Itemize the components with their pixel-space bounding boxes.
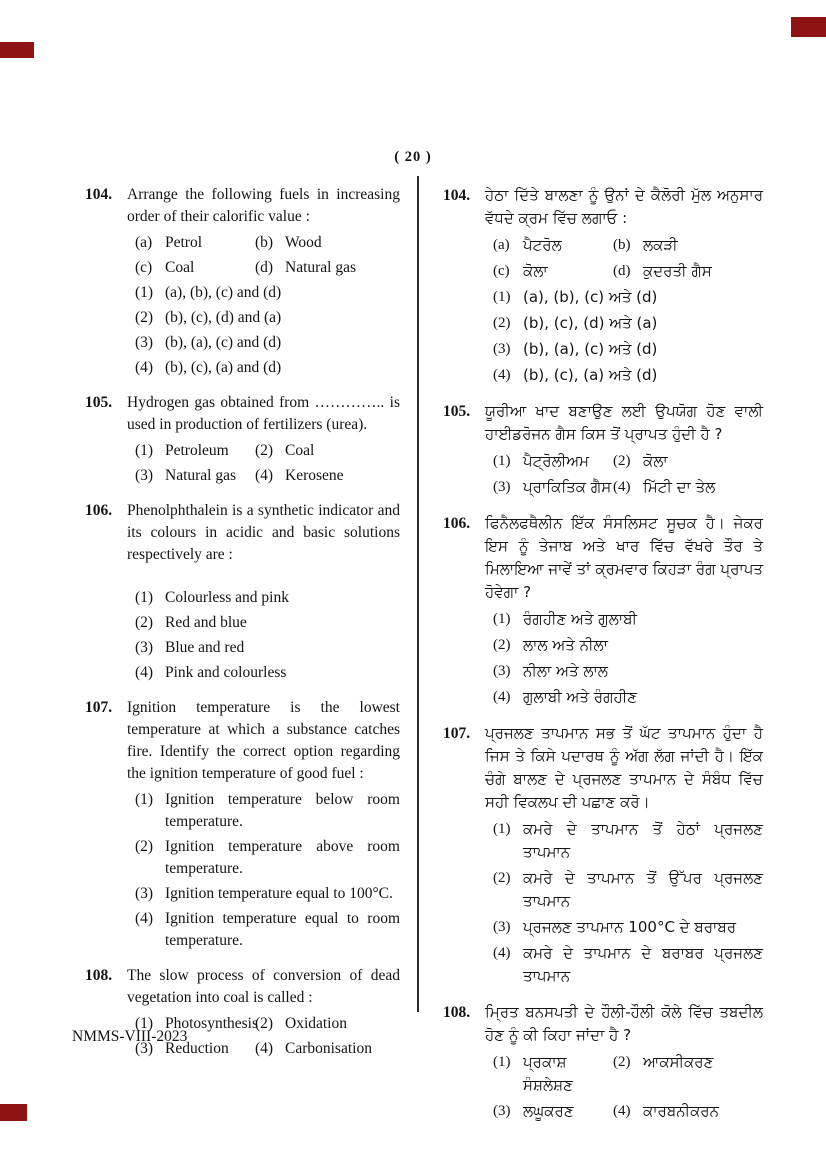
corner-mark-top-right [791, 17, 826, 37]
option-2 [135, 612, 247, 634]
option-1 [493, 450, 613, 473]
option-marker: (3) [135, 334, 154, 351]
option-row [135, 232, 400, 254]
option-text: ਕਮਰੇ ਦੇ ਤਾਪਮਾਨ ਤੋਂ ਉੱਪਰ ਪ੍ਰਜਲਣ ਤਾਪਮਾਨ [523, 869, 763, 910]
option-1 [135, 789, 400, 833]
option-row [135, 257, 400, 279]
option-text: (b), (a), (c) ਅਤੇ (d) [523, 340, 658, 358]
option-text: (b), (c), (d) and (a) [165, 309, 282, 326]
option-text: ਕਮਰੇ ਦੇ ਤਾਪਮਾਨ ਤੋਂ ਹੇਠਾਂ ਪ੍ਰਜਲਣ ਤਾਪਮਾਨ [523, 820, 763, 861]
option-3 [135, 883, 393, 905]
question-pa-104 [443, 184, 763, 387]
option-1 [493, 286, 657, 309]
option-text: Ignition temperature below room temperature. [165, 791, 400, 830]
question-text: ਪ੍ਰਜਲਣ ਤਾਪਮਾਨ ਸਭ ਤੋਂ ਘੱਟ ਤਾਪਮਾਨ ਹੁੰਦਾ ਹੈ ਜਿਸ ਤੇ ਕਿਸੇ ਪਦਾਰਥ ਨੂੰ ਅੱਗ ਲੱਗ ਜਾਂਦੀ ਹੈ। ਇੱਕ ਚੰਗੇ ਬਾਲਣ ਦੇ ਪ੍ਰਜਲਣ ਤਾਪਮਾਨ ਦੇ ਸੰਬੰਧ ਵਿੱਚ ਸਹੀ ਵਿਕਲਪ ਦੀ ਪਛਾਣ ਕਰੋ। [485, 724, 763, 811]
option-marker: (4) [493, 689, 511, 705]
option-marker: (4) [135, 910, 154, 927]
question-number: 105. [85, 394, 113, 411]
option-row [135, 612, 400, 634]
option-text: Petroleum [165, 442, 229, 459]
option-text: Natural gas [165, 467, 237, 484]
option-row [493, 450, 763, 473]
option-row [493, 234, 763, 257]
option-text: ਪ੍ਰਜਲਣ ਤਾਪਮਾਨ 100°C ਦੇ ਬਰਾਬਰ [523, 918, 736, 936]
question-text: ਹੇਠਾ ਦਿੱਤੇ ਬਾਲਣਾ ਨੂੰ ਉਨਾਂ ਦੇ ਕੈਲੋਰੀ ਮੁੱਲ ਅਨੁਸਾਰ ਵੱਧਦੇ ਕ੍ਰਮ ਵਿੱਚ ਲਗਾਓ : [485, 186, 763, 227]
option-marker: (4) [493, 945, 511, 961]
option-text: Petrol [165, 234, 203, 251]
option-1 [493, 1051, 613, 1097]
option-marker: (4) [255, 467, 274, 484]
option-marker: (2) [255, 442, 274, 459]
option-2 [493, 634, 608, 657]
option-text: ਰੰਗਹੀਣ ਅਤੇ ਗੁਲਾਬੀ [523, 610, 638, 628]
option-marker: (d) [613, 263, 631, 279]
option-marker: (4) [255, 1040, 274, 1057]
question-text: Hydrogen gas obtained from ………….. is used in production of fertilizers (urea). [127, 394, 400, 433]
option-text: Oxidation [285, 1015, 347, 1032]
option-2 [493, 312, 657, 335]
option-row [135, 332, 400, 354]
option-text: Blue and red [165, 639, 245, 656]
option-row [493, 286, 763, 309]
option-2 [613, 1051, 713, 1097]
option-row [493, 660, 763, 683]
option-marker: (3) [493, 663, 511, 679]
option-4 [135, 662, 286, 684]
option-4 [493, 364, 657, 387]
option-marker: (4) [613, 479, 631, 495]
question-text: ਯੂਰੀਆ ਖਾਦ ਬਣਾਉਣ ਲਈ ਉਪਯੋਗ ਹੋਣ ਵਾਲੀ ਹਾਈਡਰੋਜਨ ਗੈਸ ਕਿਸ ਤੋਂ ਪ੍ਰਾਪਤ ਹੁੰਦੀ ਹੈ ? [485, 402, 763, 443]
option-3 [493, 660, 608, 683]
option-text: ਕੋਲਾ [523, 262, 548, 280]
option-row [135, 440, 400, 462]
option-row [493, 634, 763, 657]
option-marker: (1) [493, 1054, 511, 1070]
option-row [135, 908, 400, 952]
option-4 [135, 357, 281, 379]
option-marker: (2) [613, 1054, 631, 1070]
question-number: 104. [443, 187, 471, 204]
option-1 [135, 440, 255, 462]
option-row [135, 465, 400, 487]
option-text: ਨੀਲਾ ਅਤੇ ਲਾਲ [523, 662, 608, 680]
question-pa-105 [443, 400, 763, 499]
option-row [135, 883, 400, 905]
option-row [493, 608, 763, 631]
option-1 [493, 818, 763, 864]
option-text: ਪੈਟਰੋਲ [523, 236, 562, 254]
question-number: 104. [85, 186, 113, 203]
option-marker: (4) [135, 664, 154, 681]
option-d [255, 257, 356, 279]
option-text: Wood [285, 234, 322, 251]
option-marker: (4) [613, 1103, 631, 1119]
question-en-106 [85, 500, 400, 684]
option-marker: (c) [135, 259, 153, 276]
option-marker: (a) [493, 237, 510, 253]
option-text: (b), (c), (d) ਅਤੇ (a) [523, 314, 658, 332]
option-marker: (2) [135, 309, 154, 326]
option-4 [135, 908, 400, 952]
option-row [493, 312, 763, 335]
option-2 [135, 307, 281, 329]
option-row [493, 476, 763, 499]
option-text: (a), (b), (c) and (d) [165, 284, 282, 301]
option-marker: (2) [493, 315, 511, 331]
option-marker: (3) [493, 919, 511, 935]
option-marker: (b) [255, 234, 274, 251]
option-row [135, 357, 400, 379]
option-text: ਪ੍ਰਾਕਿਤਿਕ ਗੈਸ [523, 478, 612, 496]
option-4 [493, 686, 637, 709]
option-marker: (4) [135, 359, 154, 376]
option-2 [255, 440, 314, 462]
question-number: 106. [443, 515, 471, 532]
option-marker: (3) [493, 1103, 511, 1119]
option-text: ਕੋਲਾ [643, 452, 668, 470]
option-marker: (b) [613, 237, 631, 253]
option-marker: (4) [493, 367, 511, 383]
option-marker: (c) [493, 263, 510, 279]
option-3 [135, 637, 244, 659]
option-text: Photosynthesis [165, 1015, 259, 1032]
option-marker: (a) [135, 234, 153, 251]
option-row [493, 916, 763, 939]
option-text: ਲਾਲ ਅਤੇ ਨੀਲਾ [523, 636, 608, 654]
option-text: ਪ੍ਰਕਾਸ਼ ਸੰਸ਼ਲੇਸ਼ਣ [523, 1053, 573, 1094]
question-en-104 [85, 184, 400, 379]
option-1 [135, 282, 281, 304]
option-row [135, 282, 400, 304]
question-number: 107. [85, 699, 113, 716]
option-text: ਕਮਰੇ ਦੇ ਤਾਪਮਾਨ ਦੇ ਬਰਾਬਰ ਪ੍ਰਜਲਣ ਤਾਪਮਾਨ [523, 944, 763, 985]
option-d [613, 260, 712, 283]
option-3 [493, 338, 657, 361]
option-row [135, 307, 400, 329]
option-marker: (1) [493, 821, 511, 837]
option-c [135, 257, 255, 279]
option-1 [493, 608, 637, 631]
option-text: ਆਕਸੀਕਰਣ [643, 1053, 714, 1071]
option-row [493, 1100, 763, 1123]
question-text: Arrange the following fuels in increasing order of their calorific value : [127, 186, 400, 225]
option-text: Ignition temperature equal to 100°C. [165, 885, 393, 902]
option-marker: (1) [493, 289, 511, 305]
option-3 [135, 465, 255, 487]
option-text: (b), (a), (c) and (d) [165, 334, 282, 351]
page-number: ( 20 ) [394, 149, 432, 165]
question-pa-106 [443, 512, 763, 709]
question-number: 107. [443, 725, 471, 742]
option-marker: (2) [255, 1015, 274, 1032]
option-marker: (3) [135, 1040, 154, 1057]
option-4 [613, 1100, 719, 1123]
option-text: Carbonisation [285, 1040, 372, 1057]
question-pa-107 [443, 722, 763, 988]
option-a [135, 232, 255, 254]
option-text: Natural gas [285, 259, 357, 276]
option-row [493, 364, 763, 387]
option-marker: (1) [135, 442, 154, 459]
question-text: The slow process of conversion of dead vegetation into coal is called : [127, 967, 400, 1006]
option-row [135, 662, 400, 684]
option-row [493, 686, 763, 709]
english-column [85, 184, 400, 1136]
option-row [135, 789, 400, 833]
option-marker: (1) [493, 611, 511, 627]
option-row [135, 836, 400, 880]
option-marker: (3) [135, 639, 154, 656]
option-2 [613, 450, 668, 473]
option-marker: (2) [135, 838, 154, 855]
footer-exam-code: NMMS-VIII-2023 [72, 1028, 188, 1045]
option-marker: (1) [135, 284, 154, 301]
corner-mark-top-left [0, 42, 34, 58]
option-marker: (3) [493, 479, 511, 495]
two-column-layout [85, 184, 763, 1136]
option-text: Red and blue [165, 614, 247, 631]
option-text: Kerosene [285, 467, 344, 484]
option-3 [493, 1100, 613, 1123]
option-text: Colourless and pink [165, 589, 289, 606]
option-2 [255, 1013, 347, 1035]
option-marker: (2) [613, 453, 631, 469]
option-2 [493, 867, 763, 913]
question-number: 108. [85, 967, 113, 984]
option-row [493, 867, 763, 913]
option-text: Coal [285, 442, 315, 459]
option-text: ਕਾਰਬਨੀਕਰਨ [643, 1102, 719, 1120]
option-4 [493, 942, 763, 988]
question-text: Phenolphthalein is a synthetic indicator and its colours in acidic and basic solutions respectively are : [127, 502, 400, 563]
option-b [255, 232, 322, 254]
option-marker: (1) [135, 791, 154, 808]
option-marker: (3) [493, 341, 511, 357]
option-row [493, 260, 763, 283]
question-number: 106. [85, 502, 113, 519]
option-marker: (3) [135, 467, 154, 484]
option-text: (a), (b), (c) ਅਤੇ (d) [523, 288, 658, 306]
option-text: ਕੁਦਰਤੀ ਗੈਸ [643, 262, 712, 280]
option-text: ਲਕੜੀ [643, 236, 678, 254]
option-2 [135, 836, 400, 880]
option-c [493, 260, 613, 283]
corner-mark-bottom-left [0, 1104, 27, 1121]
question-text: ਮ੍ਰਿਤ ਬਨਸਪਤੀ ਦੇ ਹੌਲੀ-ਹੌਲੀ ਕੋਲੇ ਵਿੱਚ ਤਬਦੀਲ ਹੋਣ ਨੂੰ ਕੀ ਕਿਹਾ ਜਾਂਦਾ ਹੈ ? [485, 1003, 763, 1044]
option-3 [493, 916, 736, 939]
option-marker: (d) [255, 259, 274, 276]
option-row [493, 818, 763, 864]
question-number: 105. [443, 403, 471, 420]
option-text: ਲਘੂਕਰਣ [523, 1102, 574, 1120]
option-4 [255, 465, 344, 487]
option-4 [255, 1038, 372, 1060]
option-3 [135, 332, 281, 354]
option-a [493, 234, 613, 257]
option-row [135, 637, 400, 659]
option-text: ਗੁਲਾਬੀ ਅਤੇ ਰੰਗਹੀਣ [523, 688, 638, 706]
option-text: Pink and colourless [165, 664, 287, 681]
option-marker: (1) [135, 589, 154, 606]
question-en-105 [85, 392, 400, 487]
option-marker: (2) [493, 870, 511, 886]
option-4 [613, 476, 715, 499]
option-marker: (1) [135, 1015, 154, 1032]
punjabi-column [443, 184, 763, 1136]
option-marker: (2) [493, 637, 511, 653]
option-1 [135, 587, 289, 609]
option-text: (b), (c), (a) ਅਤੇ (d) [523, 366, 658, 384]
question-number: 108. [443, 1004, 471, 1021]
question-text: Ignition temperature is the lowest temperature at which a substance catches fire. Identify the correct option regarding the ignition temperature of good fuel : [127, 699, 400, 782]
option-text: (b), (c), (a) and (d) [165, 359, 282, 376]
option-row [493, 942, 763, 988]
option-3 [493, 476, 613, 499]
option-row [493, 1051, 763, 1097]
option-marker: (3) [135, 885, 154, 902]
option-row [135, 587, 400, 609]
option-text: ਮਿੱਟੀ ਦਾ ਤੇਲ [643, 478, 716, 496]
question-en-107 [85, 697, 400, 952]
option-marker: (2) [135, 614, 154, 631]
question-pa-108 [443, 1001, 763, 1123]
option-text: ਪੈਟ੍ਰੋਲੀਅਮ [523, 452, 590, 470]
option-row [493, 338, 763, 361]
option-text: Ignition temperature equal to room temperature. [165, 910, 400, 949]
option-text: Reduction [165, 1040, 229, 1057]
question-text: ਫਿਨੈਲਫਥੈਲੀਨ ਇੱਕ ਸੰਸਲਿਸਟ ਸੂਚਕ ਹੈ। ਜੇਕਰ ਇਸ ਨੂੰ ਤੇਜਾਬ ਅਤੇ ਖਾਰ ਵਿੱਚ ਵੱਖਰੇ ਤੌਰ ਤੇ ਮਿਲਾਇਆ ਜਾਵੇਂ ਤਾਂ ਕ੍ਰਮਵਾਰ ਕਿਹੜਾ ਰੰਗ ਪ੍ਰਾਪਤ ਹੋਵੇਗਾ ? [485, 514, 763, 601]
option-text: Ignition temperature above room temperature. [165, 838, 400, 877]
option-b [613, 234, 678, 257]
option-text: Coal [165, 259, 195, 276]
option-marker: (1) [493, 453, 511, 469]
